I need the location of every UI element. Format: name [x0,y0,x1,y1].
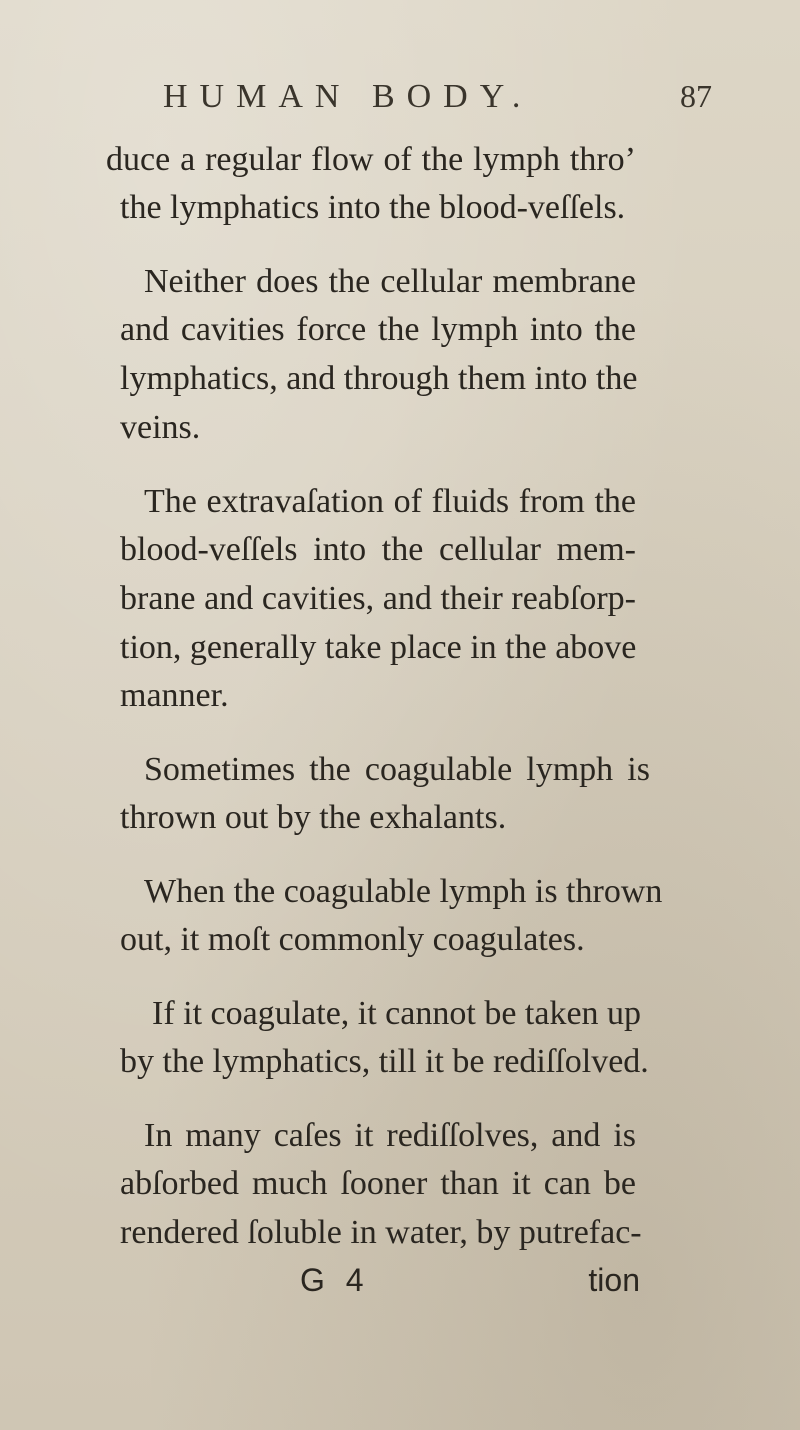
text-line: lymphatics, and through them into the [120,360,638,397]
text-line: duce a regular flow of the lymph thro’ [106,141,636,178]
text-line: When the coagulable lymph is thrown [144,873,663,910]
text-line: abſorbed much ſooner than it can be [120,1165,636,1202]
signature-mark: G 4 [300,1262,370,1298]
text-line: manner. [120,677,229,714]
text-line: tion, generally take place in the above [120,629,637,666]
page-number: 87 [680,78,712,114]
text-line: The extravaſation of fluids from the [144,483,636,520]
running-head [0,78,800,118]
text-line: If it coagulate, it cannot be taken up [152,995,642,1032]
text-line: blood-veſſels into the cellular mem- [120,531,636,568]
text-line: Sometimes the coagulable lymph is [144,751,650,788]
text-line: brane and cavities, and their reabſorp- [120,580,636,617]
text-line: and cavities force the lymph into the [120,311,636,348]
text-line: the lymphatics into the blood-veſſels. [120,189,626,226]
text-line: veins. [120,409,201,446]
text-line: Neither does the cellular membrane [144,263,636,300]
text-line: by the lymphatics, till it be rediſſolved. [120,1043,649,1080]
page-footer [120,1262,640,1302]
running-title: HUMAN BODY. [163,78,533,115]
text-line: In many caſes it rediſſolves, and is [144,1117,636,1154]
text-line: rendered ſoluble in water, by putrefac- [120,1214,642,1251]
text-line: out, it moſt commonly coagulates. [120,921,585,958]
text-line: thrown out by the exhalants. [120,799,507,836]
catchword: tion [588,1262,640,1298]
